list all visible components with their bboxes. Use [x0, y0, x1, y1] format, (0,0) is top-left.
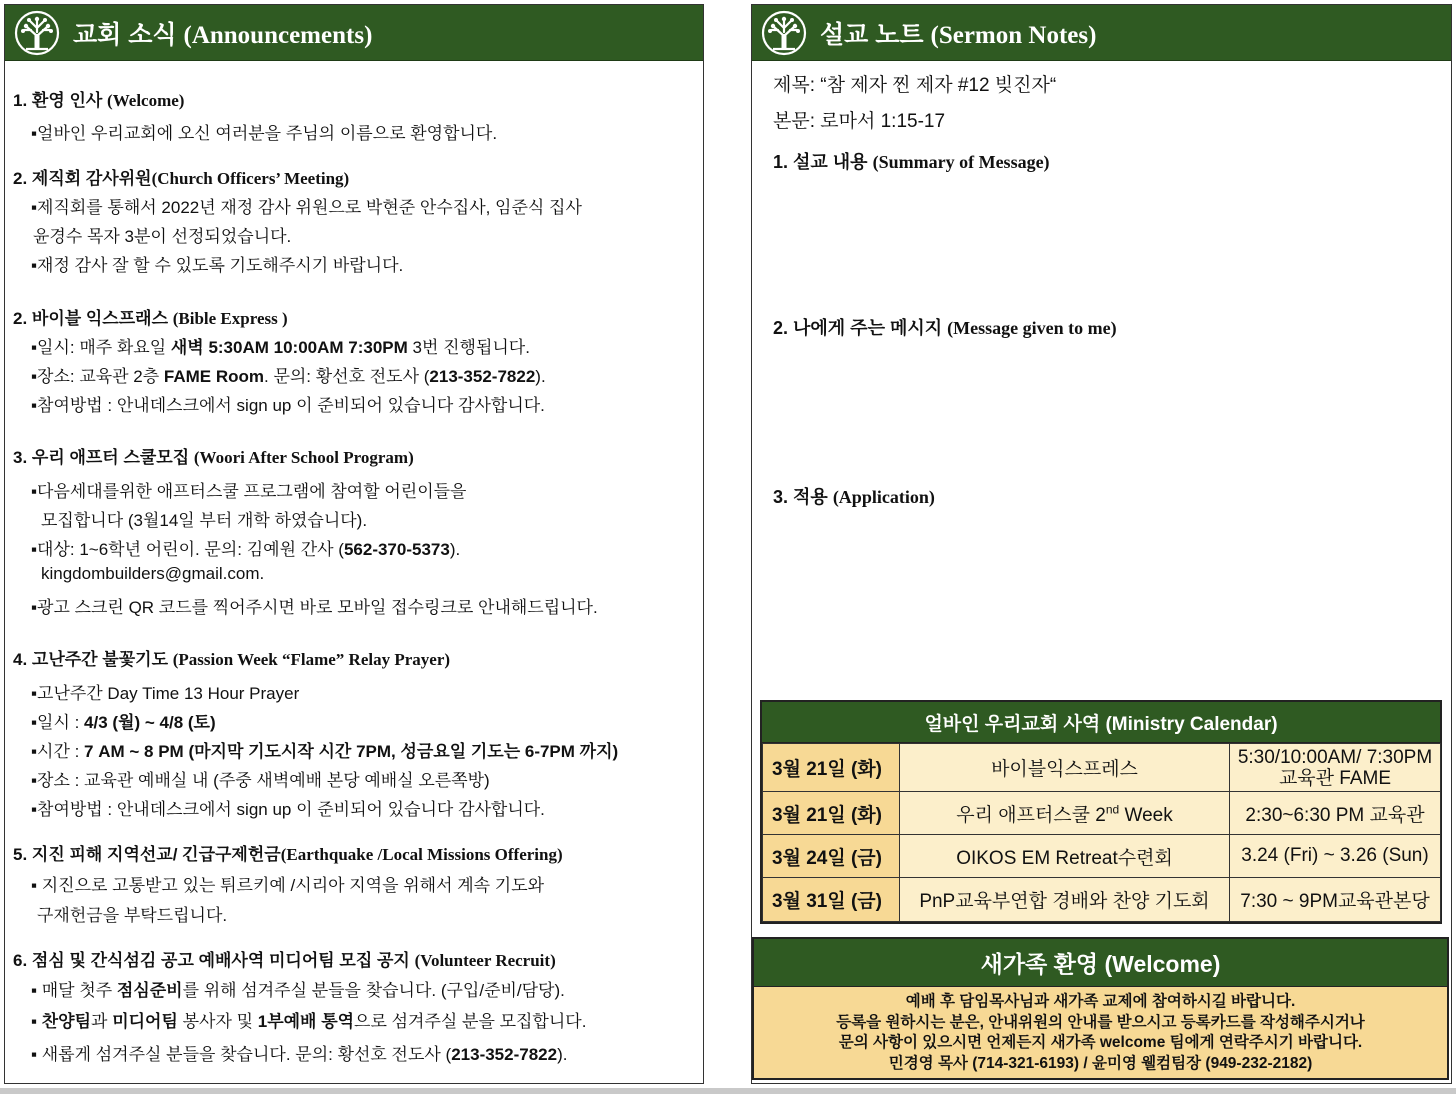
heading-ko: 2. 제직회 감사위원: [13, 169, 152, 188]
calendar-event: [900, 792, 1230, 835]
calendar-event: PnP교육부연합 경배와 찬양 기도회: [900, 878, 1230, 922]
calendar-time: 3.24 (Fri) ~ 3.26 (Sun): [1230, 835, 1441, 878]
phone-number: 213-352-7822: [429, 367, 536, 386]
page-bottom-edge: [0, 1088, 1456, 1094]
title-ko: 교회 소식: [73, 20, 177, 49]
calendar-row: [763, 835, 1441, 878]
emphasis: 1부예배 통역: [257, 1012, 355, 1031]
welcome-line: ▪얼바인 우리교회에 오신 여러분을 주님의 이름으로 환영합니다.: [31, 124, 498, 143]
text: ).: [535, 367, 546, 386]
after-school-email: kingdombuilders@gmail.com.: [41, 564, 265, 583]
welcome-title: 새가족 환영 (Welcome): [754, 939, 1447, 987]
calendar-date: 3월 31일 (금): [763, 878, 900, 922]
sermon-scripture: 본문: 로마서 1:15-17: [773, 111, 946, 132]
bible-express-signup: ▪참여방법 : 안내데스크에서 sign up 이 준비되어 있습니다 감사합니다.: [31, 396, 545, 415]
heading-ko: 2. 나에게 주는 메시지: [773, 318, 943, 338]
section-after-school-heading: [13, 443, 414, 468]
notes-message-heading: [773, 314, 1117, 340]
passion-week-signup: ▪참여방법 : 안내데스크에서 sign up 이 준비되어 있습니다 감사합니다.: [31, 800, 545, 819]
calendar-time: 2:30~6:30 PM 교육관: [1230, 792, 1441, 835]
event-text: Week: [1119, 804, 1173, 826]
heading-en: (Church Officers’ Meeting): [151, 169, 350, 188]
section-passion-week-heading: [13, 645, 450, 670]
volunteer-lunch: [31, 976, 565, 1001]
heading-en: (Welcome): [107, 91, 185, 110]
section-bible-express-heading: [13, 304, 288, 329]
sermon-notes-header: [752, 5, 1451, 61]
room-name: FAME Room: [163, 367, 265, 386]
text: ).: [449, 540, 461, 559]
section-welcome-heading: [13, 86, 184, 111]
text: ▪ 매달 첫주: [31, 981, 117, 1000]
heading-en: (Volunteer Recruit): [414, 951, 556, 970]
title-ko: 설교 노트: [820, 20, 924, 49]
title-en: (Sermon Notes): [930, 21, 1097, 49]
text: 3번 진행됩니다.: [407, 338, 530, 357]
calendar-event: OIKOS EM Retreat수련회: [900, 835, 1230, 878]
heading-en: (Woori After School Program): [193, 448, 414, 467]
announcements-title: [73, 15, 372, 51]
calendar-date: 3월 21일 (화): [763, 744, 900, 792]
after-school-line-1: ▪다음세대를위한 애프터스쿨 프로그램에 참여할 어린이들을: [31, 482, 467, 501]
calendar-time: [1230, 744, 1441, 792]
heading-en: (Bible Express ): [172, 309, 288, 328]
notes-application-heading: [773, 483, 935, 509]
heading-ko: 3. 우리 애프터 스쿨모집: [13, 448, 190, 467]
text: 으로 섬겨주실 분을 모집합니다.: [354, 1012, 587, 1031]
new-family-welcome: [752, 937, 1449, 1080]
church-tree-logo-icon: [761, 10, 807, 56]
text: 를 위해 섬겨주실 분들을 찾습니다. (구입/준비/담당).: [182, 981, 565, 1000]
passion-week-time: [31, 737, 618, 762]
text: ▪시간 :: [31, 742, 85, 761]
announcements-header: [5, 5, 703, 61]
church-tree-logo-icon: [14, 10, 60, 56]
phone-number: 562-370-5373: [343, 540, 450, 559]
sermon-title: 제목: “참 제자 찐 제자 #12 빚진자“: [773, 75, 1057, 96]
text: 봉사자 및: [177, 1012, 258, 1031]
heading-ko: 4. 고난주간 불꽃기도: [13, 650, 168, 669]
section-volunteer-heading: [13, 946, 556, 971]
officers-line-1: ▪제직회를 통해서 2022년 재정 감사 위원으로 박현준 안수집사, 임준식 집사: [31, 198, 582, 217]
calendar-date: 3월 21일 (화): [763, 792, 900, 835]
welcome-line: 예배 후 담임목사님과 새가족 교제에 참여하시길 바랍니다.: [905, 993, 1296, 1010]
time-line-1: 5:30/10:00AM/ 7:30PM: [1237, 746, 1433, 768]
text: ▪대상: 1~6학년 어린이. 문의: 김예원 간사 (: [31, 540, 344, 559]
officers-line-3: ▪재정 감사 잘 할 수 있도록 기도해주시기 바랍니다.: [31, 256, 404, 275]
event-text: 우리 애프터스쿨 2: [956, 804, 1106, 826]
text: ▪: [31, 1012, 42, 1031]
welcome-contacts: 민경영 목사 (714-321-6193) / 윤미영 웰컴팀장 (949-232-2182): [888, 1054, 1313, 1072]
time-line-2: 교육관 FAME: [1278, 767, 1392, 789]
text: ▪장소: 교육관 2층: [31, 367, 164, 386]
welcome-body: [754, 987, 1447, 1074]
event-superscript: nd: [1105, 802, 1120, 817]
times: 7 AM ~ 8 PM (마지막 기도시작 시간 7PM, 성금요일 기도는 6-7PM 까지): [84, 742, 619, 761]
section-earthquake-heading: [13, 840, 563, 865]
bible-express-location: [31, 362, 546, 387]
welcome-line: 등록을 원하시는 분은, 안내위원의 안내를 받으시고 등록카드를 작성해주시거나: [836, 1013, 1365, 1031]
heading-en: (Summary of Message): [872, 152, 1050, 172]
heading-en: (Earthquake /Local Missions Offering): [280, 845, 563, 864]
after-school-contact: [31, 535, 460, 560]
sermon-notes-title: [820, 15, 1096, 51]
text: ▪ 새롭게 섬겨주실 분들을 찾습니다. 문의: 황선호 전도사 (: [31, 1045, 452, 1064]
bible-express-schedule: [31, 333, 530, 358]
dates: 4/3 (월) ~ 4/8 (토): [84, 713, 216, 732]
calendar-date: 3월 24일 (금): [763, 835, 900, 878]
earthquake-line-1: ▪ 지진으로 고통받고 있는 튀르키예 /시리아 지역을 위해서 계속 기도와: [31, 876, 545, 895]
phone-number: 213-352-7822: [451, 1045, 558, 1064]
volunteer-contact: [31, 1040, 567, 1065]
after-school-qr: ▪광고 스크린 QR 코드를 찍어주시면 바로 모바일 접수링크로 안내해드립니다.: [31, 598, 598, 617]
calendar-title: 얼바인 우리교회 사역 (Ministry Calendar): [762, 702, 1440, 743]
calendar-row: [763, 878, 1441, 922]
ministry-calendar: [760, 700, 1442, 924]
welcome-line: 문의 사항이 있으시면 언제든지 새가족 welcome 팀에게 연락주시기 바랍니다.: [838, 1034, 1363, 1051]
text: ▪일시 :: [31, 713, 85, 732]
heading-ko: 1. 환영 인사: [13, 91, 103, 110]
title-en: (Announcements): [183, 21, 373, 49]
earthquake-line-2: 구재헌금을 부탁드립니다.: [37, 906, 228, 925]
schedule-times: 새벽 5:30AM 10:00AM 7:30PM: [170, 338, 408, 357]
after-school-line-2: 모집합니다 (3월14일 부터 개학 하였습니다).: [41, 511, 368, 530]
heading-ko: 6. 점심 및 간식섬김 공고 예배사역 미디어팀 모집 공지: [13, 951, 410, 970]
calendar-event: 바이블익스프레스: [900, 744, 1230, 792]
text: ▪일시: 매주 화요일: [31, 338, 171, 357]
passion-week-line-1: ▪고난주간 Day Time 13 Hour Prayer: [31, 684, 300, 703]
officers-line-2: 윤경수 목자 3분이 선정되었습니다.: [33, 227, 292, 246]
heading-en: (Passion Week “Flame” Relay Prayer): [172, 650, 451, 669]
calendar-table: [762, 743, 1441, 922]
text: . 문의: 황선호 전도사 (: [264, 367, 430, 386]
text: ).: [557, 1045, 568, 1064]
calendar-time: 7:30 ~ 9PM교육관본당: [1230, 878, 1441, 922]
heading-ko: 5. 지진 피해 지역선교/ 긴급구제헌금: [13, 845, 281, 864]
heading-en: (Application): [832, 487, 935, 507]
emphasis: 미디어팀: [112, 1012, 178, 1031]
heading-ko: 2. 바이블 익스프래스: [13, 309, 168, 328]
section-officers-heading: [13, 164, 349, 189]
emphasis: 찬양팀: [41, 1012, 92, 1031]
text: 과: [91, 1012, 113, 1031]
passion-week-dates: [31, 708, 216, 733]
heading-ko: 3. 적용: [773, 487, 828, 507]
emphasis: 점심준비: [116, 981, 183, 1000]
notes-summary-heading: [773, 148, 1050, 174]
calendar-row: [763, 744, 1441, 792]
calendar-row: [763, 792, 1441, 835]
heading-en: (Message given to me): [947, 318, 1117, 338]
passion-week-location: ▪장소 : 교육관 예배실 내 (주중 새벽예배 본당 예배실 오른쪽방): [31, 771, 490, 790]
volunteer-teams: [31, 1007, 586, 1032]
heading-ko: 1. 설교 내용: [773, 152, 868, 172]
